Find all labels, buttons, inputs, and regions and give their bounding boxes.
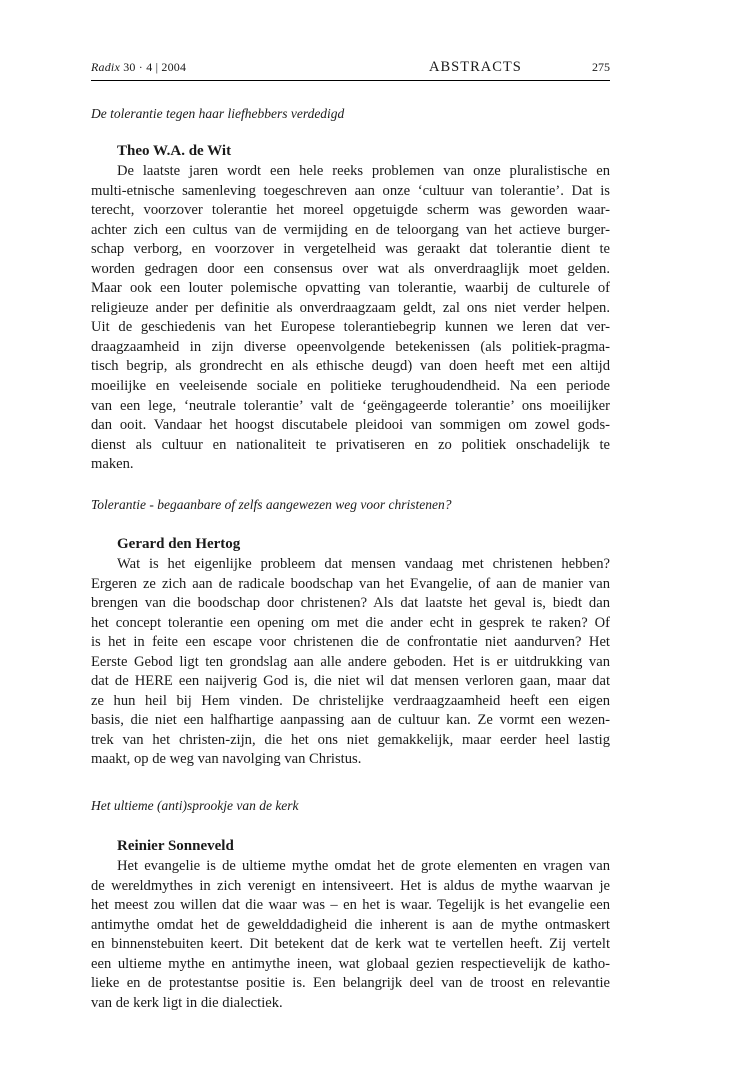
text-line: van een lege, ‘neutrale tolerantie’ valt de ‘geëngageerde tolerantie’ ons moeilijker xyxy=(91,397,610,414)
text-line: Het evangelie is de ultieme mythe omdat het de grote elementen en vragen van xyxy=(117,858,610,874)
text-line: maken. xyxy=(91,456,134,473)
text-line: ze hun heil bij Hem vinden. De christelijke verdraagzaamheid heeft een eigen xyxy=(91,692,610,709)
abstract-title: Tolerantie - begaanbare of zelfs aangewezen weg voor christenen? xyxy=(91,497,452,512)
text-line: basis, die niet een halfhartige aanpassing aan de cultuur kan. Ze vormt een wezen- xyxy=(91,712,610,729)
abstract-author: Gerard den Hertog xyxy=(117,536,241,552)
text-line: worden gedragen door een consensus over wat als onverdraaglijk moet gelden. xyxy=(91,260,610,277)
text-line: achter zich een cultus van de vermijding en de teloorgang van het actieve burger- xyxy=(91,221,610,238)
text-line: terecht, voorzover tolerantie het moreel opgetuigde scherm was geworden waar- xyxy=(91,202,610,219)
text-line: brengen van die boodschap door christenen? Als dat laatste het geval is, biedt dan xyxy=(91,595,610,612)
text-line: dan ooit. Vandaar het hoogst discutabele pleidooi van sommigen om zowel gods- xyxy=(91,417,610,434)
abstract-author: Theo W.A. de Wit xyxy=(117,143,232,159)
text-line: De laatste jaren wordt een hele reeks problemen van onze pluralistische en xyxy=(117,163,610,179)
text-line: trek van het christen-zijn, die het ons niet gemakkelijk, maar eerder heel lastig xyxy=(91,731,610,748)
text-line: religieuze ander per definitie als onverdraagzaam geldt, zal ons niet verder helpen. xyxy=(91,299,610,316)
running-header xyxy=(91,60,610,81)
text-line: Maar ook een louter polemische opvatting van tolerantie, waarbij de culturele of xyxy=(91,280,610,297)
text-line: van de kerk ligt in die dialectiek. xyxy=(91,994,283,1011)
text-line: en binnenstebuiten keert. Dit betekent dat de kerk wat te vertellen heeft. Zij vertelt xyxy=(91,936,610,953)
text-line: het concept tolerantie een opening om met die ander echt in gesprek te raken? Of xyxy=(91,614,610,631)
abstract-body xyxy=(91,555,610,770)
text-line: het meest zou willen dat die waar was – en het is waar. Tegelijk is het evangelie een xyxy=(91,897,610,914)
text-line: draagzaamheid in zijn diverse opeenvolgende betekenissen (als politiek-pragma- xyxy=(91,338,610,355)
text-line: tisch begrip, als grondrecht en als ethische deugd) van doen heeft met een altijd xyxy=(91,358,610,375)
text-line: Eerste Gebod ligt ten grondslag aan alle andere geboden. Het is er uitdrukking van xyxy=(91,653,610,670)
abstract-body xyxy=(91,162,610,475)
abstract-title: De tolerantie tegen haar liefhebbers verdedigd xyxy=(91,106,345,121)
text-line: Uit de geschiedenis van het Europese tolerantiebegrip kunnen we leren dat ver- xyxy=(91,319,610,336)
journal-issue: 30 · 4 | 2004 xyxy=(123,60,187,74)
abstract-author: Reinier Sonneveld xyxy=(117,838,234,854)
text-line: een ultieme mythe en antimythe ineen, wat globaal gezien respectievelijk de katho- xyxy=(91,955,610,972)
text-line: antimythe omdat het de gewelddadigheid die inherent is aan de mythe ontmaskert xyxy=(91,916,610,933)
text-line: Ergeren ze zich aan de radicale boodschap van het Evangelie, of aan de manier van xyxy=(91,575,610,592)
abstract-title: Het ultieme (anti)sprookje van de kerk xyxy=(91,798,299,813)
text-line: dat de HERE een naijverig God is, die niet wil dat mensen verloren gaan, maar dat xyxy=(91,673,610,690)
journal-name: Radix xyxy=(91,60,120,74)
text-line: is het in feite een escape voor christenen die de confrontatie niet aandurven? Het xyxy=(91,634,610,651)
text-line: Wat is het eigenlijke probleem dat mensen vandaag met christenen hebben? xyxy=(117,556,610,572)
text-line: lieke en de protestantse positie is. Een belangrijk deel van de troost en relevantie xyxy=(91,975,610,992)
text-line: maakt, op de weg van navolging van Christus. xyxy=(91,751,362,768)
text-line: multi-etnische samenleving toegeschreven aan onze ‘cultuur van tolerantie’. Dat is xyxy=(91,182,610,199)
page-number: 275 xyxy=(592,60,610,74)
section-title: ABSTRACTS xyxy=(429,59,522,75)
abstract-body xyxy=(91,857,610,1013)
text-line: moeilijke en veeleisende sociale en politieke terughoudendheid. Na een periode xyxy=(91,378,610,395)
text-line: de wereldmythes in zich verenigt en intensiveert. Het is aldus de mythe waarvan je xyxy=(91,877,610,894)
journal-citation xyxy=(91,60,186,75)
text-line: schap verborg, en voorzover in vergetelheid was geraakt dat tolerantie dient te xyxy=(91,241,610,258)
text-line: dienst als cultuur en nationaliteit te privatiseren en zo politiek onschadelijk te xyxy=(91,436,610,453)
